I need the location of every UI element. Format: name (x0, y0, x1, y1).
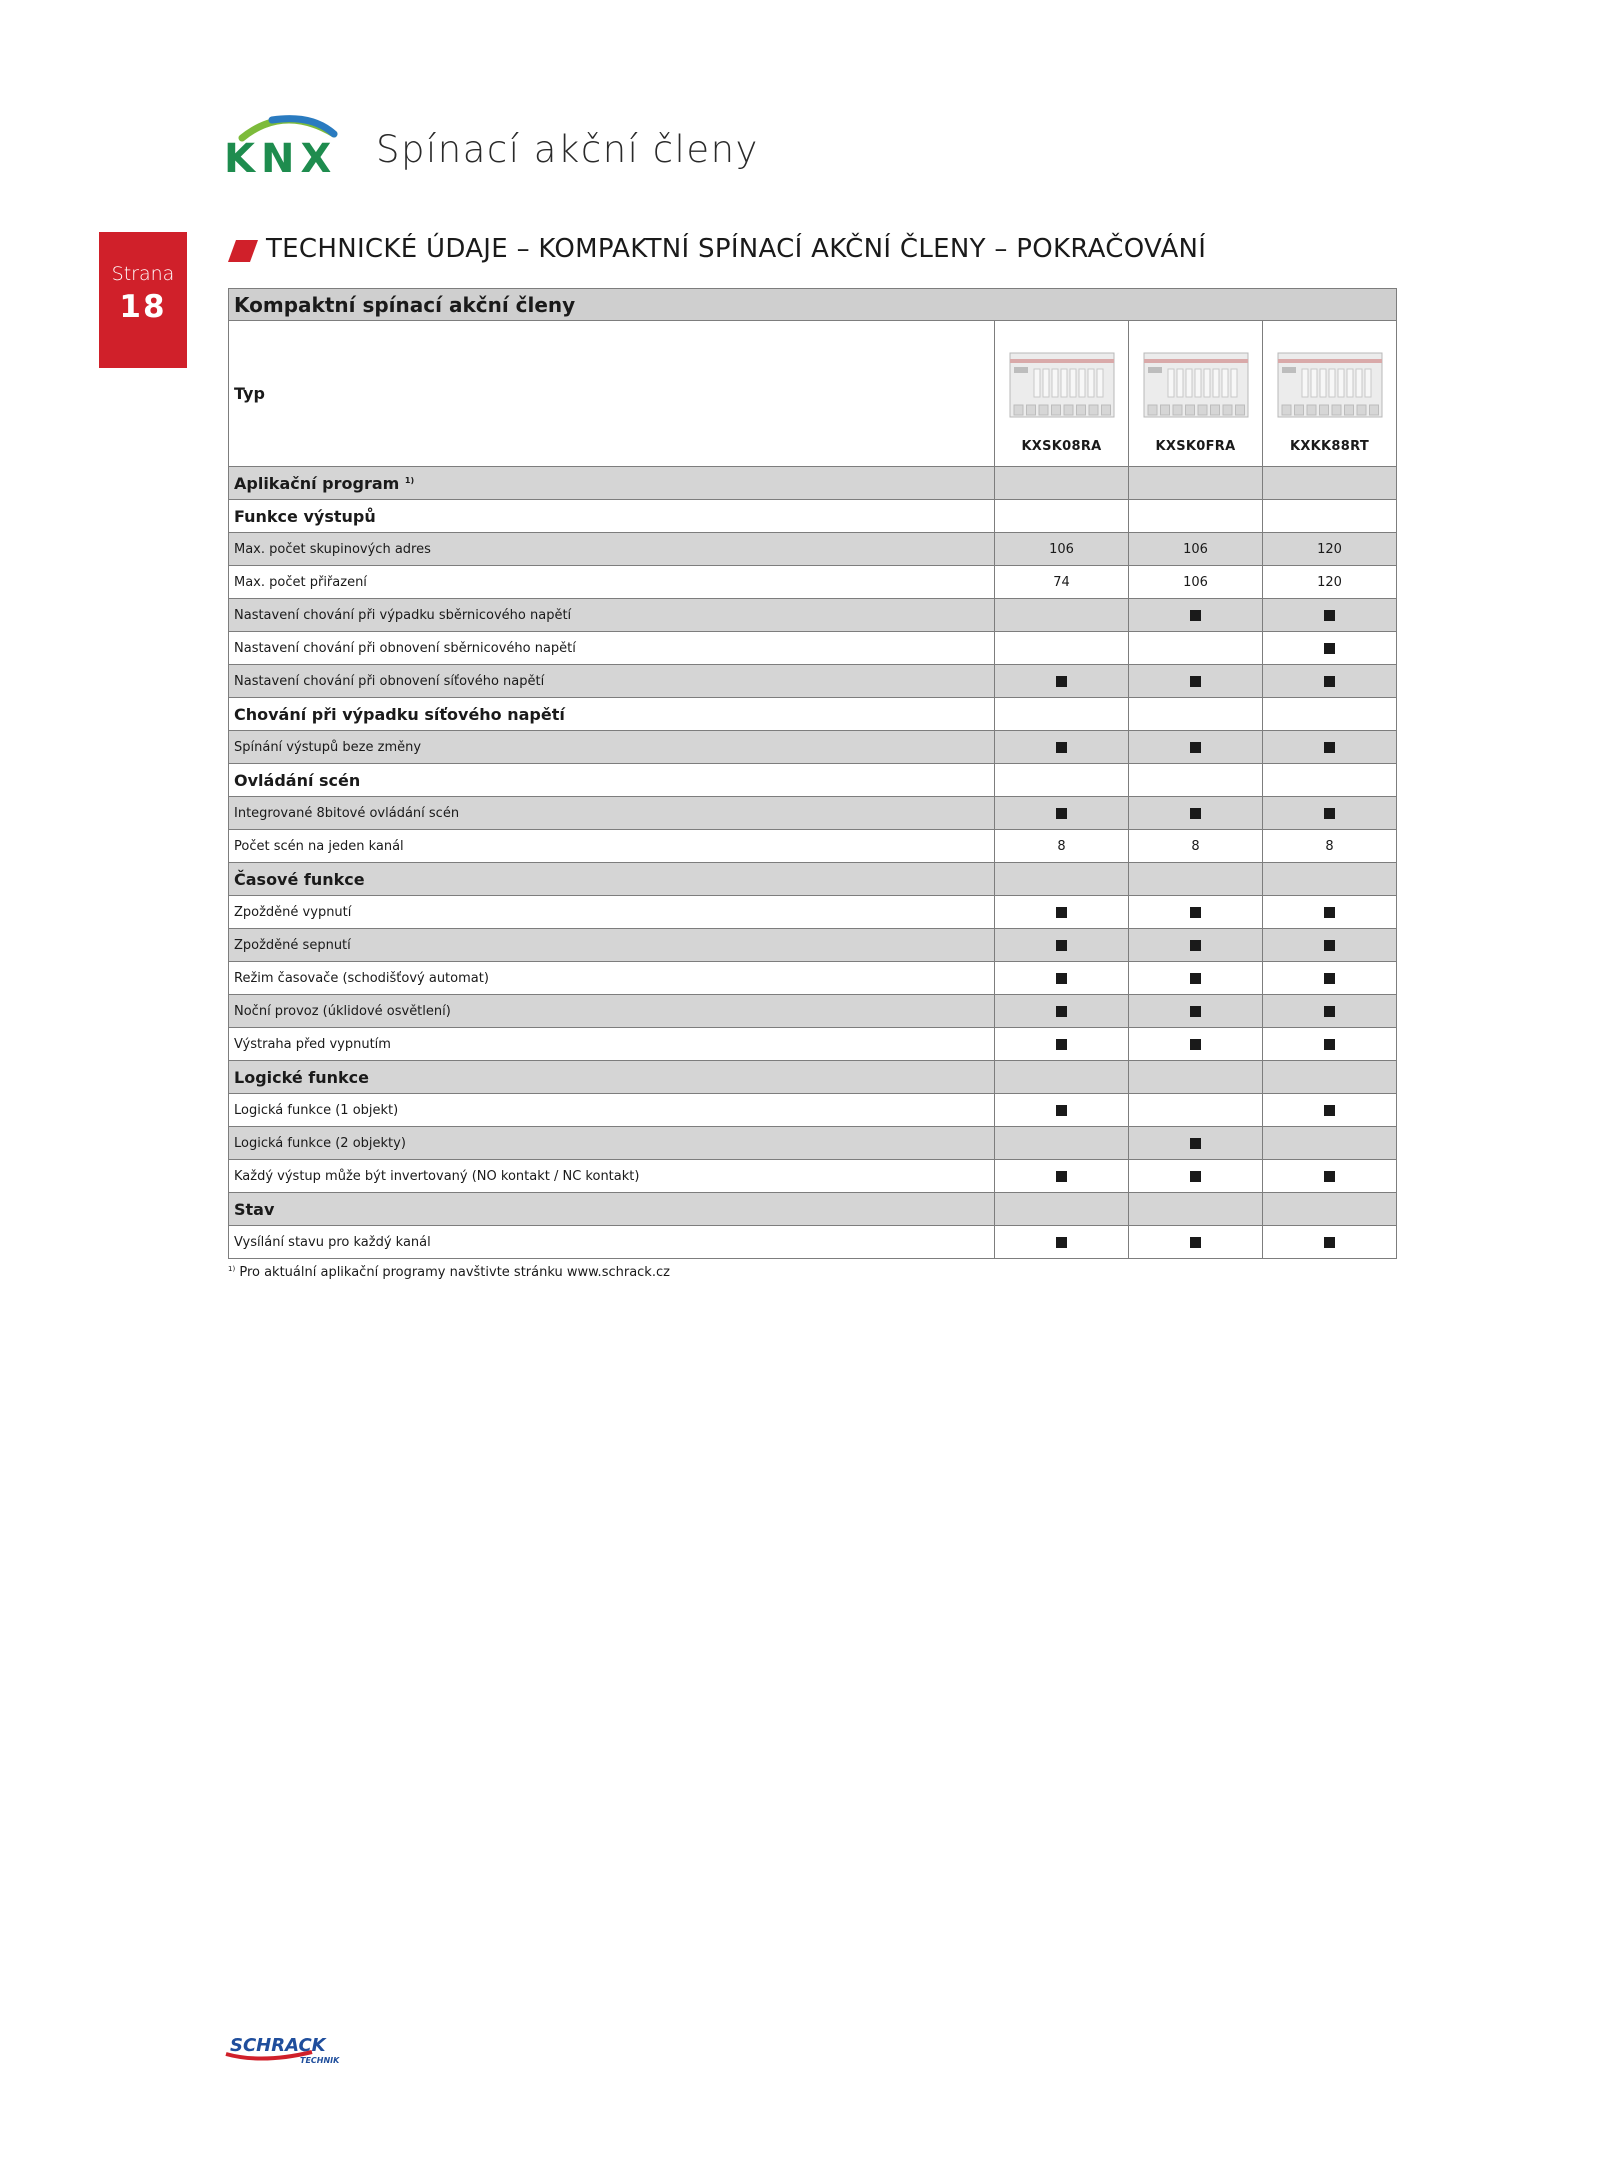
value-cell (1129, 1094, 1263, 1127)
value-text: 120 (1317, 541, 1342, 557)
value-cell (1129, 566, 1263, 599)
table-row (229, 1127, 1397, 1160)
category-row (229, 1193, 1397, 1226)
feature-check-icon (1324, 1237, 1335, 1248)
value-cell (995, 533, 1129, 566)
row-label (229, 500, 995, 533)
value-cell (995, 500, 1129, 533)
product-code: KXKK88RT (1289, 439, 1370, 454)
feature-check-icon (1056, 1039, 1067, 1050)
row-label-text: Zpožděné vypnutí (234, 904, 352, 920)
value-cell (995, 797, 1129, 830)
feature-check-icon (1056, 676, 1067, 687)
row-label-text: Výstraha před vypnutím (234, 1036, 391, 1052)
page-label: Strana (111, 263, 175, 285)
table-row (229, 896, 1397, 929)
feature-check-icon (1190, 1006, 1201, 1017)
feature-check-icon (1324, 676, 1335, 687)
feature-check-icon (1056, 1171, 1067, 1182)
knx-logo (222, 108, 352, 176)
feature-check-icon (1056, 808, 1067, 819)
value-cell (1263, 500, 1397, 533)
row-label-text: Nastavení chování při výpadku sběrnicového napětí (234, 607, 572, 623)
value-cell (995, 566, 1129, 599)
feature-check-icon (1324, 808, 1335, 819)
type-label: Typ (229, 321, 995, 467)
feature-check-icon (1324, 742, 1335, 753)
value-cell (1263, 566, 1397, 599)
value-cell (1263, 863, 1397, 896)
svg-text:KNX: KNX (224, 136, 338, 176)
feature-check-icon (1324, 940, 1335, 951)
value-cell (995, 632, 1129, 665)
value-cell (995, 1127, 1129, 1160)
row-label (229, 467, 995, 500)
product-column-2 (1129, 321, 1263, 467)
value-cell (1263, 599, 1397, 632)
category-row (229, 764, 1397, 797)
value-cell (1263, 1160, 1397, 1193)
product-code: KXSK0FRA (1155, 439, 1236, 454)
row-label-text: Vysílání stavu pro každý kanál (234, 1234, 431, 1250)
row-label (229, 1061, 995, 1094)
value-cell (995, 1193, 1129, 1226)
row-label (229, 599, 995, 632)
row-label (229, 929, 995, 962)
value-cell (1263, 797, 1397, 830)
value-text: 8 (1191, 838, 1200, 854)
row-label (229, 533, 995, 566)
row-label-text: Integrované 8bitové ovládání scén (234, 805, 460, 821)
value-cell (1263, 632, 1397, 665)
category-row (229, 1061, 1397, 1094)
category-row (229, 467, 1397, 500)
value-text: 106 (1049, 541, 1074, 557)
feature-check-icon (1190, 1237, 1201, 1248)
footnote-ref: 1) (404, 475, 415, 485)
value-cell (1129, 698, 1263, 731)
row-label (229, 995, 995, 1028)
feature-check-icon (1190, 1138, 1201, 1149)
value-cell (1263, 533, 1397, 566)
page-number: 18 (119, 289, 167, 325)
row-label-text: Max. počet skupinových adres (234, 541, 431, 557)
value-text: 8 (1057, 838, 1066, 854)
value-cell (1263, 665, 1397, 698)
feature-check-icon (1190, 676, 1201, 687)
value-cell (1263, 1061, 1397, 1094)
row-label (229, 896, 995, 929)
value-cell (1263, 896, 1397, 929)
table-row (229, 995, 1397, 1028)
table-row (229, 566, 1397, 599)
table-row (229, 533, 1397, 566)
value-cell (995, 599, 1129, 632)
row-label-text: Každý výstup může být invertovaný (NO kontakt / NC kontakt) (234, 1168, 640, 1184)
table-title: Kompaktní spínací akční členy (229, 289, 1397, 321)
row-label (229, 698, 995, 731)
category-row (229, 500, 1397, 533)
table-row (229, 797, 1397, 830)
value-cell (995, 731, 1129, 764)
value-cell (1263, 962, 1397, 995)
feature-check-icon (1056, 1105, 1067, 1116)
type-row (229, 321, 1397, 467)
value-text: 8 (1325, 838, 1334, 854)
footnote-marker: 1) (228, 1265, 236, 1273)
value-cell (1129, 1193, 1263, 1226)
row-label (229, 566, 995, 599)
value-cell (995, 896, 1129, 929)
feature-check-icon (1324, 1105, 1335, 1116)
row-label (229, 632, 995, 665)
feature-check-icon (1324, 1006, 1335, 1017)
value-cell (1263, 830, 1397, 863)
row-label-text: Nastavení chování při obnovení sběrnicového napětí (234, 640, 576, 656)
value-cell (1129, 533, 1263, 566)
value-cell (995, 1226, 1129, 1259)
row-label (229, 962, 995, 995)
value-cell (995, 962, 1129, 995)
schrack-logo (222, 2034, 350, 2066)
red-flag-icon (228, 240, 258, 262)
value-cell (1129, 797, 1263, 830)
row-label-text: Aplikační program (234, 473, 400, 493)
value-cell (995, 929, 1129, 962)
table-row (229, 1160, 1397, 1193)
table-row (229, 962, 1397, 995)
category-row (229, 698, 1397, 731)
row-label-text: Logická funkce (1 objekt) (234, 1102, 399, 1118)
row-label (229, 764, 995, 797)
row-label (229, 665, 995, 698)
row-label-text: Logické funkce (234, 1067, 369, 1087)
category-row (229, 863, 1397, 896)
value-cell (1263, 1094, 1397, 1127)
value-text: 106 (1183, 574, 1208, 590)
section-heading-text: TECHNICKÉ ÚDAJE – KOMPAKTNÍ SPÍNACÍ AKČNÍ ČLENY – POKRAČOVÁNÍ (266, 234, 1207, 264)
table-row (229, 929, 1397, 962)
row-label-text: Spínání výstupů beze změny (234, 739, 422, 755)
table-row (229, 1226, 1397, 1259)
value-cell (1129, 863, 1263, 896)
value-cell (1129, 995, 1263, 1028)
value-text: 106 (1183, 541, 1208, 557)
table-row (229, 731, 1397, 764)
value-cell (1129, 1028, 1263, 1061)
value-cell (995, 863, 1129, 896)
value-cell (995, 1061, 1129, 1094)
row-label (229, 1226, 995, 1259)
row-label-text: Logická funkce (2 objekty) (234, 1135, 406, 1151)
value-cell (1129, 665, 1263, 698)
row-label (229, 1127, 995, 1160)
row-label-text: Počet scén na jeden kanál (234, 838, 404, 854)
feature-check-icon (1056, 1006, 1067, 1017)
value-cell (1129, 500, 1263, 533)
footnote-text: Pro aktuální aplikační programy navštivte stránku www.schrack.cz (239, 1265, 670, 1280)
value-cell (1129, 896, 1263, 929)
row-label-text: Max. počet přiřazení (234, 574, 367, 590)
feature-check-icon (1324, 973, 1335, 984)
feature-check-icon (1190, 940, 1201, 951)
page-number-tab (99, 232, 187, 368)
din-rail-actuator-image (1008, 349, 1116, 421)
row-label (229, 1160, 995, 1193)
row-label-text: Stav (234, 1199, 275, 1219)
value-text: 120 (1317, 574, 1342, 590)
feature-check-icon (1324, 907, 1335, 918)
feature-check-icon (1324, 1039, 1335, 1050)
value-cell (1263, 731, 1397, 764)
row-label (229, 731, 995, 764)
row-label-text: Zpožděné sepnutí (234, 937, 351, 953)
value-cell (995, 1160, 1129, 1193)
feature-check-icon (1190, 1039, 1201, 1050)
product-code: KXSK08RA (1021, 439, 1102, 454)
feature-check-icon (1190, 742, 1201, 753)
product-column-3 (1263, 321, 1397, 467)
feature-check-icon (1324, 610, 1335, 621)
row-label-text: Noční provoz (úklidové osvětlení) (234, 1003, 451, 1019)
table-title-row (229, 289, 1397, 321)
row-label-text: Chování při výpadku síťového napětí (234, 704, 565, 724)
value-cell (1129, 467, 1263, 500)
value-cell (995, 995, 1129, 1028)
value-cell (1263, 467, 1397, 500)
feature-check-icon (1190, 907, 1201, 918)
row-label-text: Funkce výstupů (234, 506, 376, 526)
feature-check-icon (1190, 808, 1201, 819)
value-cell (1129, 1160, 1263, 1193)
feature-check-icon (1056, 907, 1067, 918)
feature-check-icon (1056, 973, 1067, 984)
value-cell (1129, 632, 1263, 665)
feature-check-icon (1056, 940, 1067, 951)
row-label (229, 863, 995, 896)
svg-text:SCHRACK: SCHRACK (230, 2035, 326, 2056)
table-row (229, 1028, 1397, 1061)
value-cell (995, 830, 1129, 863)
feature-check-icon (1190, 1171, 1201, 1182)
svg-text:TECHNIK: TECHNIK (300, 2056, 340, 2065)
feature-check-icon (1324, 643, 1335, 654)
value-cell (1129, 830, 1263, 863)
product-column-1 (995, 321, 1129, 467)
value-cell (995, 467, 1129, 500)
table-row (229, 599, 1397, 632)
footnote (228, 1265, 670, 1280)
value-cell (1263, 1226, 1397, 1259)
page-title: Spínací akční členy (376, 128, 759, 171)
feature-check-icon (1324, 1171, 1335, 1182)
value-cell (995, 764, 1129, 797)
value-cell (1263, 1127, 1397, 1160)
value-cell (1129, 962, 1263, 995)
value-cell (1263, 698, 1397, 731)
value-cell (1129, 731, 1263, 764)
feature-check-icon (1056, 1237, 1067, 1248)
feature-check-icon (1190, 610, 1201, 621)
value-cell (1129, 764, 1263, 797)
value-cell (1263, 764, 1397, 797)
row-label (229, 830, 995, 863)
value-cell (1129, 1061, 1263, 1094)
value-text: 74 (1053, 574, 1070, 590)
value-cell (995, 665, 1129, 698)
row-label (229, 1193, 995, 1226)
feature-check-icon (1056, 742, 1067, 753)
value-cell (1263, 929, 1397, 962)
row-label (229, 1094, 995, 1127)
table-row (229, 632, 1397, 665)
value-cell (1263, 1193, 1397, 1226)
spec-table (228, 288, 1397, 1259)
table-row (229, 1094, 1397, 1127)
row-label (229, 797, 995, 830)
value-cell (995, 698, 1129, 731)
value-cell (1263, 995, 1397, 1028)
value-cell (995, 1094, 1129, 1127)
din-rail-actuator-image (1276, 349, 1384, 421)
row-label-text: Časové funkce (234, 869, 365, 889)
row-label-text: Nastavení chování při obnovení síťového napětí (234, 673, 545, 689)
table-row (229, 665, 1397, 698)
value-cell (1129, 1226, 1263, 1259)
row-label-text: Ovládání scén (234, 770, 361, 790)
row-label-text: Režim časovače (schodišťový automat) (234, 970, 489, 986)
value-cell (1129, 1127, 1263, 1160)
value-cell (1129, 929, 1263, 962)
feature-check-icon (1190, 973, 1201, 984)
din-rail-actuator-image (1142, 349, 1250, 421)
table-row (229, 830, 1397, 863)
value-cell (1129, 599, 1263, 632)
value-cell (995, 1028, 1129, 1061)
row-label (229, 1028, 995, 1061)
value-cell (1263, 1028, 1397, 1061)
